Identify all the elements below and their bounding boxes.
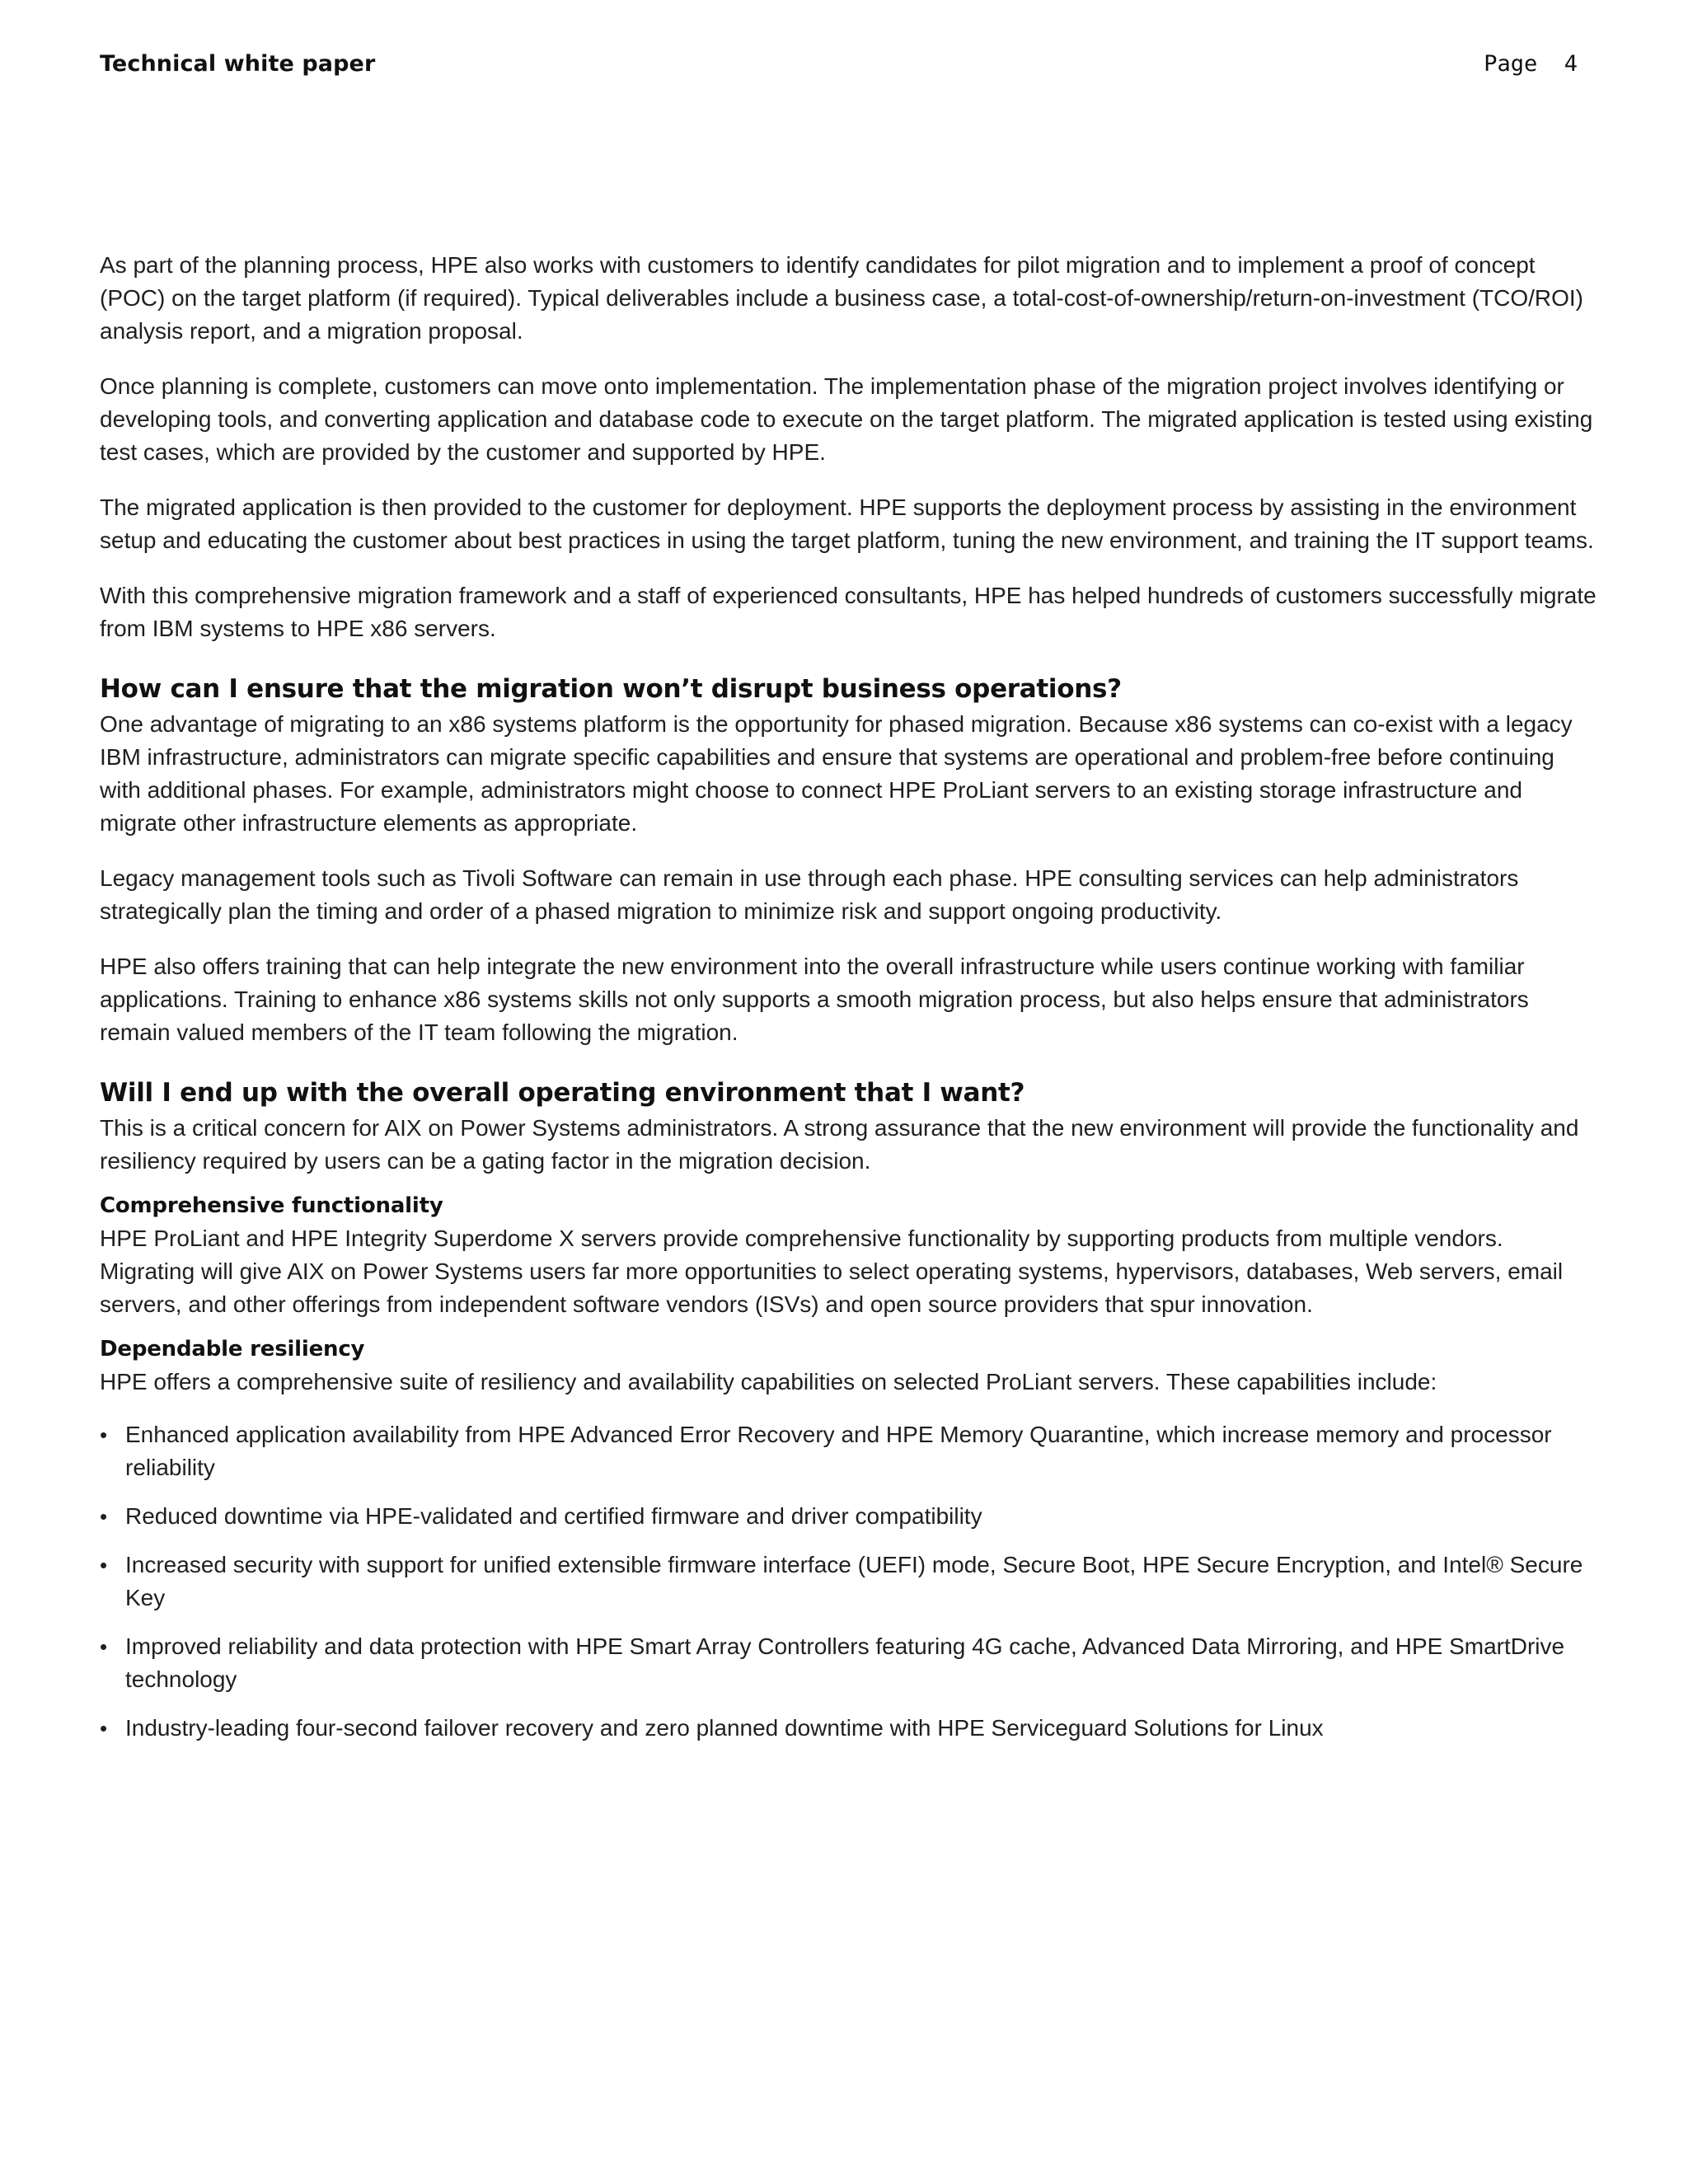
resiliency-capabilities-list [100, 1418, 1600, 1745]
paragraph-legacy-tools: Legacy management tools such as Tivoli Software can remain in use through each phase. HPE consulting services can help administrators strategically plan the timing and order of a phased migration to minimize risk and support ongoing productivity. [100, 865, 1519, 924]
bullet-icon: • [100, 1504, 108, 1529]
list-item [100, 1549, 1600, 1615]
paragraph-deployment: The migrated application is then provided to the customer for deployment. HPE supports the deployment process by assisting in the environment setup and educating the customer about best practices in using the target platform, tuning the new environment, and training the IT support teams. [100, 494, 1594, 553]
list-item-text: Increased security with support for unified extensible firmware interface (UEFI) mode, Secure Boot, HPE Secure Encryption, and Intel® Secure Key [125, 1552, 1583, 1610]
list-item-text: Reduced downtime via HPE-validated and certified firmware and driver compatibility [125, 1503, 982, 1529]
list-item [100, 1418, 1600, 1484]
paragraph-migration-framework: With this comprehensive migration framework and a staff of experienced consultants, HPE has helped hundreds of customers successfully migrate from IBM systems to HPE x86 servers. [100, 583, 1597, 641]
document-title: Technical white paper [100, 51, 376, 77]
bullet-icon: • [100, 1716, 108, 1741]
paragraph-training: HPE also offers training that can help integrate the new environment into the overall infrastructure while users continue working with familiar applications. Training to enhance x86 systems skills not only supports a smooth migration process, but also helps ensure that administrators remain valued members of the IT team following the migration. [100, 954, 1529, 1045]
list-item-text: Improved reliability and data protection with HPE Smart Array Controllers featuring 4G cache, Advanced Data Mirroring, and HPE SmartDrive technology [125, 1633, 1565, 1692]
list-item-text: Industry-leading four-second failover recovery and zero planned downtime with HPE Serviceguard Solutions for Linux [125, 1715, 1324, 1741]
list-item-text: Enhanced application availability from HPE Advanced Error Recovery and HPE Memory Quarantine, which increase memory and processor reliability [125, 1422, 1552, 1480]
subheading-comprehensive-functionality: Comprehensive functionality [100, 1193, 443, 1218]
page-number: Page 4 [1484, 51, 1578, 77]
paragraph-phased-migration: One advantage of migrating to an x86 systems platform is the opportunity for phased migration. Because x86 systems can co-exist with a legacy IBM infrastructure, administrators can migrate specific capabilities and ensure that systems are operational and problem-free before continuing with additional phases. For example, administrators might choose to connect HPE ProLiant servers to an existing storage infrastructure and migrate other infrastructure elements as appropriate. [100, 711, 1573, 836]
paragraph-resiliency: HPE offers a comprehensive suite of resiliency and availability capabilities on selected ProLiant servers. These capabilities include: [100, 1369, 1437, 1394]
section-heading-operating-environment: Will I end up with the overall operating environment that I want? [100, 1078, 1025, 1108]
subheading-dependable-resiliency: Dependable resiliency [100, 1337, 365, 1361]
bullet-icon: • [100, 1553, 108, 1577]
bullet-icon: • [100, 1422, 108, 1447]
list-item [100, 1712, 1600, 1745]
document-body [100, 249, 1600, 1760]
list-item [100, 1630, 1600, 1696]
section-heading-disruption: How can I ensure that the migration won’t disrupt business operations? [100, 674, 1122, 704]
paragraph-functionality: HPE ProLiant and HPE Integrity Superdome X servers provide comprehensive functionality by supporting products from multiple vendors. Migrating will give AIX on Power Systems users far more opportunities to select operating systems, hypervisors, databases, Web servers, email servers, and other offerings from independent software vendors (ISVs) and open source providers that spur innovation. [100, 1226, 1564, 1317]
paragraph-critical-concern: This is a critical concern for AIX on Power Systems administrators. A strong assurance that the new environment will provide the functionality and resiliency required by users can be a gating factor in the migration decision. [100, 1115, 1579, 1174]
list-item [100, 1500, 1600, 1533]
bullet-icon: • [100, 1634, 108, 1659]
paragraph-implementation: Once planning is complete, customers can move onto implementation. The implementation phase of the migration project involves identifying or developing tools, and converting application and database code to execute on the target platform. The migrated application is tested using existing test cases, which are provided by the customer and supported by HPE. [100, 373, 1593, 465]
paragraph-planning-process: As part of the planning process, HPE also works with customers to identify candidates for pilot migration and to implement a proof of concept (POC) on the target platform (if required). Typical deliverables include a business case, a total-cost-of-ownership/return-on-investment (TCO/ROI) analysis report, and a migration proposal. [100, 252, 1583, 344]
